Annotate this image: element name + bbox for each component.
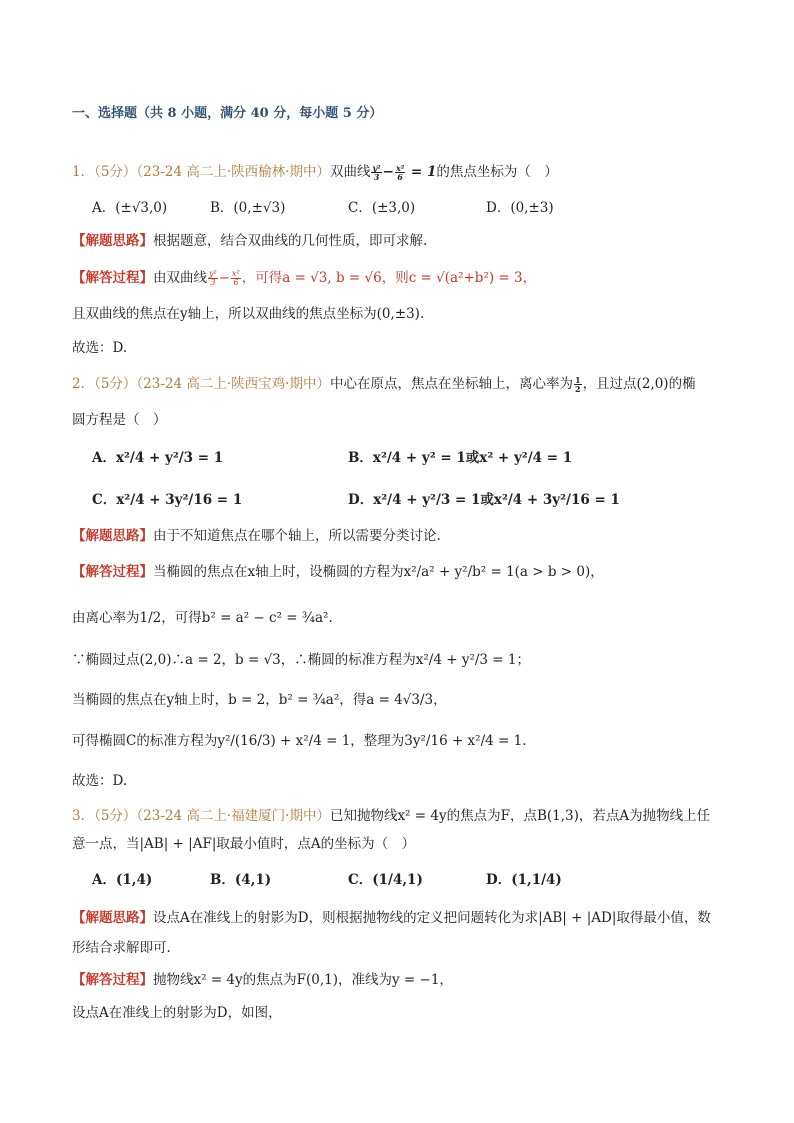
question-number: 3． [72, 808, 95, 824]
option-d[interactable]: D．(1,1/4) [486, 872, 562, 888]
question-3-stem: 3．（5分）（23-24 高二上·福建厦门·期中）已知抛物线x² = 4y的焦点为F，点B(1,3)，若点A为抛物线上任 [72, 808, 711, 824]
solution-process-line: 设点A在准线上的射影为D，如图， [72, 1005, 282, 1021]
solution-process-line: 【解答过程】当椭圆的焦点在x轴上时，设椭圆的方程为x²/a² + y²/b² = 1(a > b > 0)， [72, 564, 604, 580]
solution-process-line: 由离心率为1/2，可得b² = a² − c² = ¾a². [72, 610, 333, 626]
question-source: （5分）（23-24 高二上·陕西榆林·期中） [94, 164, 330, 180]
solution-idea: 【解题思路】根据题意，结合双曲线的几何性质，即可求解. [72, 233, 428, 249]
option-d[interactable]: D．(0,±3) [486, 200, 554, 216]
question-source: （5分）（23-24 高二上·陕西宝鸡·期中） [94, 376, 330, 392]
answer: 故选：D. [72, 773, 128, 789]
option-c[interactable]: C．(±3,0) [348, 200, 416, 216]
solution-idea: 【解题思路】由于不知道焦点在哪个轴上，所以需要分类讨论. [72, 528, 441, 544]
answer: 故选：D. [72, 340, 128, 356]
option-b[interactable]: B．(0,±√3) [210, 200, 286, 216]
hyperbola-formula: $\frac{\text{y²}}{3}$ − $\frac{\text{x²}}{6}$ = 1 [372, 163, 437, 182]
question-stem-continued: 意一点，当|AB| + |AF|取最小值时，点A的坐标为（ ） [72, 836, 416, 852]
option-d[interactable]: D．x²/4 + y²/3 = 1或x²/4 + 3y²/16 = 1 [348, 492, 620, 508]
question-stem-continued: 圆方程是（ ） [72, 412, 167, 428]
option-a[interactable]: A．(1,4) [92, 872, 153, 888]
solution-process-line: 【解答过程】由双曲线 $\frac{\text{y²}}{3}$ − $\frac{\text{x²}}{6}$ ，可得a = √3, b = √6，则c = √(a²+b²) = 3， [72, 269, 537, 287]
option-c[interactable]: C．x²/4 + 3y²/16 = 1 [92, 492, 243, 508]
option-a[interactable]: A．(±√3,0) [92, 200, 168, 216]
solution-process-line: ∵椭圆过点(2,0)∴a = 2，b = √3，∴椭圆的标准方程为x²/4 + y²/3 = 1； [72, 652, 530, 668]
option-c[interactable]: C．(1/4,1) [348, 872, 423, 888]
solution-idea-continued: 形结合求解即可. [72, 940, 171, 956]
option-a[interactable]: A．x²/4 + y²/3 = 1 [92, 450, 224, 466]
solution-process-line: 且双曲线的焦点在y轴上，所以双曲线的焦点坐标为(0,±3). [72, 306, 425, 322]
section-title: 一、选择题（共 8 小题，满分 40 分，每小题 5 分） [72, 106, 383, 121]
question-number: 1． [72, 164, 95, 180]
question-2-stem: 2．（5分）（23-24 高二上·陕西宝鸡·期中）中心在原点，焦点在坐标轴上，离心率为 $\frac{1}{2}$ ，且过点(2,0)的椭 [72, 375, 696, 394]
solution-process-line: 【解答过程】抛物线x² = 4y的焦点为F(0,1)，准线为y = −1， [72, 972, 453, 988]
option-b[interactable]: B．(4,1) [210, 872, 272, 888]
question-source: （5分）（23-24 高二上·福建厦门·期中） [94, 808, 330, 824]
solution-process-line: 当椭圆的焦点在y轴上时，b = 2，b² = ¾a²，得a = 4√3/3， [72, 692, 447, 708]
solution-process-line: 可得椭圆C的标准方程为y²/(16/3) + x²/4 = 1，整理为3y²/16 + x²/4 = 1. [72, 733, 527, 749]
option-b[interactable]: B．x²/4 + y² = 1或x² + y²/4 = 1 [348, 450, 573, 466]
solution-idea: 【解题思路】设点A在准线上的射影为D，则根据抛物线的定义把问题转化为求|AB| + |AD|取得最小值，数 [72, 910, 711, 926]
question-1-stem: 1．（5分）（23-24 高二上·陕西榆林·期中）双曲线 $\frac{\text{y²}}{3}$ − $\frac{\text{x²}}{6}$ = 1的焦点坐标为（ ） [72, 163, 558, 182]
question-number: 2． [72, 376, 95, 392]
